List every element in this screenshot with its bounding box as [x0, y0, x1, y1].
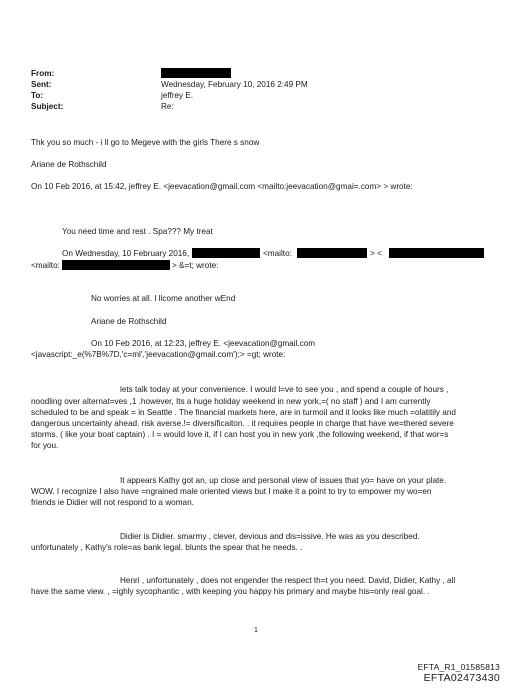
quoted-header: On Wednesday, 10 February 2016, — [62, 249, 190, 258]
quoted-header-wrote: > &=t; wrote: — [172, 261, 219, 270]
quoted-header: On 10 Feb 2016, at 12:23, jeffrey E. <jeevacation@gmail.com — [91, 339, 316, 348]
redacted-sender — [161, 68, 231, 78]
sent-label: Sent: — [31, 80, 52, 89]
redacted-email — [62, 260, 170, 270]
page-number: 1 — [254, 627, 258, 634]
redacted-email — [389, 248, 484, 258]
to-label: To: — [31, 91, 44, 100]
sent-value: Wednesday, February 10, 2016 2:49 PM — [161, 80, 308, 89]
bates-stamp-secondary: EFTA02473430 — [423, 672, 500, 684]
paragraph-line: Henri , unfortunately , does not engender the respect th=t you need. David, Didier, Kathy , all — [120, 576, 456, 585]
to-value: jeffrey E. — [161, 91, 194, 100]
bates-stamp-primary: EFTA_R1_01585813 — [417, 662, 500, 672]
from-label: From: — [31, 69, 55, 78]
redacted-name — [192, 248, 260, 258]
paragraph-line: for you. — [31, 441, 59, 450]
paragraph-line: unfortunately , Kathy's role=as bank legal. blunts the spear that he needs. . — [31, 543, 303, 552]
paragraph-line: dangerous uncertainty ahead. risk averse.!= diversificaiton. . it requires people in charge that have we=thered severe — [31, 419, 454, 428]
reply-line: You need time and rest . Spa??? My treat — [62, 227, 213, 236]
paragraph-line: lets talk today at your convenience. I would l=ve to see you , and spend a couple of hours , — [120, 385, 449, 394]
paragraph-line: noodling over alternat=ves ,1 .however, Its a huge holiday weekend in new york,=( no staff ) and I am currently — [31, 397, 431, 406]
quoted-header: <javascript:_e(%7B%7D,'c=ml','jeevacation@gmail.com');> =gt; wrote: — [31, 350, 286, 359]
paragraph-line: scheduled to be and speak = in Seattle . The financial markets here, are in turmoil and it looks like much =olatitily and — [31, 408, 456, 417]
reply-line: No worries at all. I llcome another wEnd — [91, 294, 236, 303]
paragraph-line: Didier is Didier. smarmy , clever, devious and dis=issive. He was as you described. — [120, 532, 420, 541]
message-line: Thk you so much - i ll go to Megeve with the girls There s snow — [31, 138, 260, 147]
quoted-header: On 10 Feb 2016, at 15:42, jeffrey E. <jeevacation@gmail.com <mailto:jeevacation@gmai=.com> > wrote: — [31, 182, 413, 191]
paragraph-line: WOW. I recognize I also have =ngrained male oriented views but I make it a point to try to empower my wo=en — [31, 487, 432, 496]
quoted-header-bracket: > < — [370, 249, 382, 258]
quoted-header-mailto: <mailto: — [263, 249, 292, 258]
paragraph-line: have the same view. , =ighly sycophantic , with keeping you happy his primary and maybe his=only real goal. . — [31, 587, 430, 596]
paragraph-line: friends ie Didier will not respond to a woman. — [31, 498, 194, 507]
signature: Ariane de Rothschild — [91, 317, 167, 326]
subject-value: Re: — [161, 102, 174, 111]
redacted-email — [297, 248, 367, 258]
subject-label: Subject: — [31, 102, 64, 111]
quoted-header-mailto: <mailto: — [31, 261, 60, 270]
signature: Ariane de Rothschild — [31, 160, 107, 169]
paragraph-line: It appears Kathy got an, up close and personal view of issues that yo= have on your plate. — [120, 476, 447, 485]
paragraph-line: storms. ( like your boat captain) . I = would love it, if I can host you in new york ,the following weekend, if that wor=s — [31, 430, 449, 439]
